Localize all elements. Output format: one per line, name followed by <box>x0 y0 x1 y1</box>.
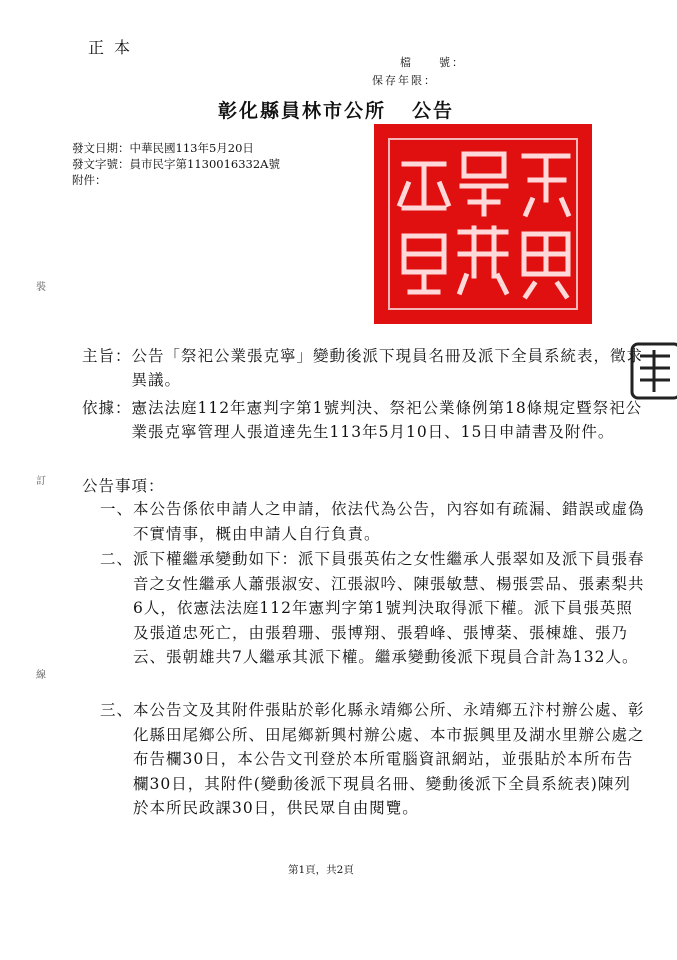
attachment-label: 附件： <box>72 173 107 187</box>
office-name: 彰化縣員林市公所 <box>218 100 387 122</box>
reference-number: 發文字號：員市民字第1130016332A號 <box>72 157 280 171</box>
issue-date: 發文日期：中華民國113年5月20日 <box>72 141 254 155</box>
copy-mark: 正本 <box>88 38 141 57</box>
notice-item <box>100 547 647 670</box>
notice-item <box>100 497 647 546</box>
official-seal <box>374 124 592 324</box>
subject-label: 主旨： <box>82 347 132 365</box>
document-type: 公告 <box>412 100 455 122</box>
item-number: 一、 <box>100 500 134 518</box>
basis-text: 憲法法庭112年憲判字第1號判決、祭祀公業條例第18條規定暨祭祀公業張克寧管理人張道達先生113年5月10日、15日申請書及附件。 <box>131 399 643 441</box>
item-text: 本公告文及其附件張貼於彰化縣永靖鄉公所、永靖鄉五汴村辦公處、彰化縣田尾鄉公所、田尾鄉新興村辦公處、本市振興里及湖水里辦公處之布告欄30日，本公告文刊登於本所電腦資訊網站，並張貼於本所布告欄30日，其附件(變動後派下現員名冊、變動後派下全員系統表)陳列於本所民政課30日，供民眾自由閱覽。 <box>133 701 645 817</box>
subject-text: 公告「祭祀公業張克寧」變動後派下現員名冊及派下全員系統表，徵求異議。 <box>131 347 644 389</box>
item-text: 本公告係依申請人之申請，依法代為公告，內容如有疏漏、錯誤或虛偽不實情事，概由申請人自行負責。 <box>133 500 645 543</box>
binding-mark: 線 <box>36 670 46 681</box>
page-title <box>0 96 677 123</box>
retention-label: 保存年限： <box>372 74 437 87</box>
file-number-label: 檔 號： <box>400 56 465 69</box>
seal-glyphs <box>374 124 592 324</box>
page-footer: 第1頁，共2頁 <box>288 864 354 876</box>
item-text: 派下權繼承變動如下：派下員張英佑之女性繼承人張翠如及派下員張春音之女性繼承人蕭張淑安、江張淑吟、陳張敏慧、楊張雲品、張素梨共6人，依憲法法庭112年憲判字第1號判決取得派下權。派下員張英照及張道忠死亡，由張碧珊、張博翔、張碧峰、張博棻、張棟雄、張乃云、張朝雄共7人繼承其派下權。繼承變動後派下現員合計為132人。 <box>133 550 645 666</box>
binding-mark: 裝 <box>36 282 46 293</box>
item-number: 二、 <box>100 550 134 568</box>
notice-item <box>100 698 647 821</box>
basis-section <box>82 396 647 444</box>
item-number: 三、 <box>100 701 134 719</box>
notice-header: 公告事項： <box>82 477 165 495</box>
subject-section <box>82 344 647 392</box>
basis-label: 依據： <box>82 399 132 417</box>
binding-mark: 訂 <box>36 476 46 487</box>
